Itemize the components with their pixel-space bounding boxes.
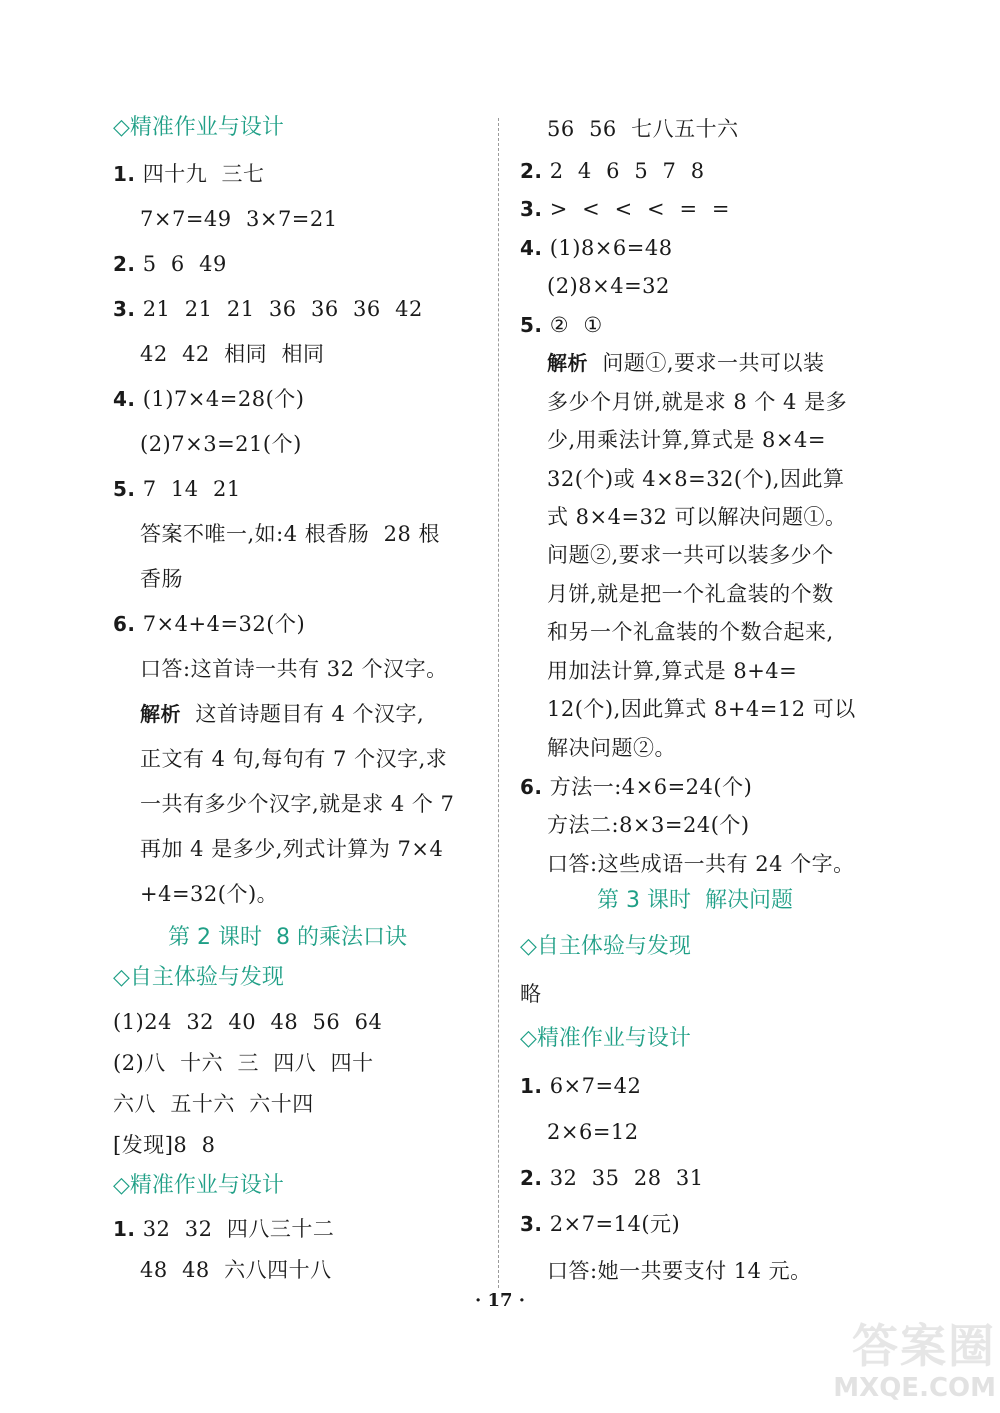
answer-line: 答案不唯一,如:4 根香肠 28 根 [140, 522, 441, 546]
answer-text: 6×7=42 [542, 1074, 642, 1098]
item-number: 4. [520, 236, 543, 260]
answer-line: 口答:这首诗一共有 32 个汉字。 [140, 657, 448, 681]
answer-line: 六八 五十六 六十四 [113, 1092, 314, 1116]
item-number: 2. [520, 1166, 543, 1190]
item-number: 5. [520, 313, 543, 337]
watermark-url: MXQE.COM [833, 1373, 996, 1403]
analysis-line: +4=32(个)。 [140, 882, 279, 906]
item-number: 3. [520, 1212, 543, 1236]
answer-line: 口答:她一共要支付 14 元。 [547, 1259, 812, 1283]
answer-line: 口答:这些成语一共有 24 个字。 [547, 852, 855, 876]
item-number: 4. [113, 387, 136, 411]
item-number: 2. [520, 159, 543, 183]
analysis-line: 再加 4 是多少,列式计算为 7×4 [140, 837, 444, 861]
analysis-line: 月饼,就是把一个礼盒装的个数 [547, 582, 834, 606]
item-number: 1. [113, 1217, 136, 1241]
answer-text: 32 35 28 31 [542, 1166, 704, 1190]
answer-text: 5 6 49 [135, 252, 227, 276]
analysis-line: 多少个月饼,就是求 8 个 4 是多 [547, 390, 848, 414]
analysis-line: 式 8×4=32 可以解决问题①。 [547, 505, 847, 529]
analysis-line: 少,用乘法计算,算式是 8×4= [547, 428, 826, 452]
column-divider [498, 118, 499, 1288]
item-number: 3. [113, 297, 136, 321]
analysis-line: 32(个)或 4×8=32(个),因此算 [547, 467, 845, 491]
answer-line: 48 48 六八四十八 [140, 1258, 332, 1282]
analysis-line: 和另一个礼盒装的个数合起来, [547, 620, 834, 644]
answer-text: ② ① [542, 313, 603, 337]
analysis-line: 问题②,要求一共可以装多少个 [547, 543, 834, 567]
answer-6 [520, 773, 752, 801]
answer-2 [520, 1164, 704, 1192]
watermark [800, 1318, 996, 1410]
analysis-line: 一共有多少个汉字,就是求 4 个 7 [140, 792, 455, 816]
item-number: 3. [520, 197, 543, 221]
answer-text: 2×7=14(元) [542, 1212, 681, 1236]
lesson-title: 第 3 课时 解决问题 [597, 888, 793, 913]
section-heading: ◇精准作业与设计 [113, 115, 284, 140]
item-number: 6. [520, 775, 543, 799]
answer-text: 32 32 四八三十二 [135, 1217, 335, 1241]
watermark-logo: 答案圈 [852, 1319, 996, 1373]
answer-line: 方法二:8×3=24(个) [547, 813, 750, 837]
answer-1 [520, 1072, 641, 1100]
answer-5 [113, 475, 241, 503]
section-heading: ◇精准作业与设计 [113, 1173, 284, 1198]
answer-line: 42 42 相同 相同 [140, 342, 325, 366]
answer-line: 56 56 七八五十六 [547, 117, 739, 141]
answer-line: [发现]8 8 [113, 1133, 216, 1157]
answer-text: 7×4+4=32(个) [135, 612, 306, 636]
analysis-line: 12(个),因此算式 8+4=12 可以 [547, 697, 856, 721]
answer-line: 2×6=12 [547, 1120, 639, 1144]
answer-1 [113, 1215, 334, 1243]
answer-line: 7×7=49 3×7=21 [140, 207, 338, 231]
item-number: 1. [113, 162, 136, 186]
analysis-line: 解决问题②。 [547, 736, 676, 760]
page-number: · 17 · [474, 1290, 526, 1311]
answer-6 [113, 610, 305, 638]
answer-5 [520, 311, 603, 339]
answer-1 [113, 160, 265, 188]
answer-line: 略 [520, 982, 542, 1006]
analysis-label: 解析 [140, 702, 181, 726]
answer-text: 21 21 21 36 36 36 42 [135, 297, 423, 321]
section-heading: ◇精准作业与设计 [520, 1026, 691, 1051]
analysis-text: 这首诗题目有 4 个汉字, [181, 702, 425, 726]
answer-2 [113, 250, 227, 278]
answer-4 [113, 385, 304, 413]
answer-2 [520, 157, 705, 185]
answer-3 [113, 295, 423, 323]
section-heading: ◇自主体验与发现 [520, 934, 691, 959]
analysis-line [140, 700, 424, 728]
answer-line: (1)24 32 40 48 56 64 [113, 1010, 383, 1034]
answer-3 [520, 195, 730, 223]
answer-line: (2)8×4=32 [547, 274, 670, 298]
analysis-line: 用加法计算,算式是 8+4= [547, 659, 798, 683]
analysis-line [547, 349, 825, 377]
lesson-title: 第 2 课时 8 的乘法口诀 [168, 925, 407, 950]
answer-line: (2)7×3=21(个) [140, 432, 302, 456]
answer-text: 方法一:4×6=24(个) [542, 775, 753, 799]
item-number: 2. [113, 252, 136, 276]
answer-line: (2)八 十六 三 四八 四十 [113, 1051, 374, 1075]
analysis-label: 解析 [547, 351, 588, 375]
answer-text: 四十九 三七 [135, 162, 265, 186]
item-number: 1. [520, 1074, 543, 1098]
answer-text: (1)7×4=28(个) [135, 387, 305, 411]
answer-text: (1)8×6=48 [542, 236, 673, 260]
analysis-text: 问题①,要求一共可以装 [588, 351, 825, 375]
answer-4 [520, 234, 673, 262]
section-heading: ◇自主体验与发现 [113, 965, 284, 990]
answer-text: 7 14 21 [135, 477, 241, 501]
item-number: 5. [113, 477, 136, 501]
answer-text: 2 4 6 5 7 8 [542, 159, 705, 183]
analysis-line: 正文有 4 句,每句有 7 个汉字,求 [140, 747, 448, 771]
item-number: 6. [113, 612, 136, 636]
answer-line: 香肠 [140, 567, 183, 591]
answer-3 [520, 1210, 680, 1238]
answer-text: > < < < = = [542, 197, 731, 221]
